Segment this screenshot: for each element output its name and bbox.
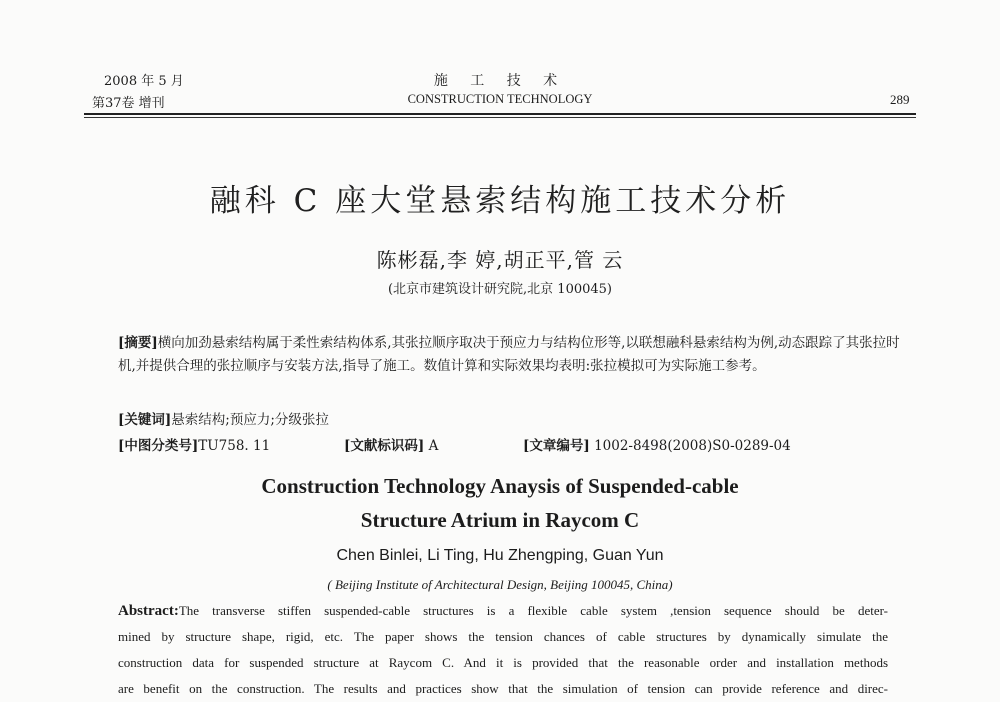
abstract-en-line: are benefit on the construction. The results and practices show that the simulation of tension can provide reference and direc- [118,681,888,696]
journal-name-cn: 施 工 技 术 [433,73,567,89]
volume-info: 第37卷 增刊 [92,96,165,111]
article-number-label: [文章编号] [523,438,590,454]
abstract-en-line: construction data for suspended structure at Raycom C. And it is provided that the reasonable order and installation methods [118,655,888,670]
clc-value: TU758. 11 [198,438,271,454]
abstract-cn-label: [摘要] [118,335,158,351]
authors-cn: 陈彬磊,李 婷,胡正平,管 云 [376,248,624,272]
abstract-en-text: The transverse stiffen suspended-cable structures is a flexible cable system ,tension sequence should be deter- [178,603,888,618]
paper-title-en-line2: Structure Atrium in Raycom C [360,508,640,532]
doc-code-label: [文献标识码] [344,438,425,454]
issue-date: 2008 年 5 月 [104,74,184,89]
abstract-cn [118,332,904,378]
doc-code [344,434,438,454]
clc-label: [中图分类号] [118,438,199,454]
header-rule-thick [84,113,916,115]
abstract-en-label: Abstract: [118,603,179,619]
header-rule-thin [84,117,916,118]
page-number: 289 [890,92,910,107]
keywords-cn-text: 悬索结构;预应力;分级张拉 [171,412,329,428]
paper-title-en-line1: Construction Technology Anaysis of Suspended-cable [261,474,739,498]
abstract-en [118,598,888,702]
article-number-value: 1002-8498(2008)S0-0289-04 [594,438,791,454]
abstract-cn-text: 横向加劲悬索结构属于柔性索结构体系,其张拉顺序取决于预应力与结构位形等,以联想融科悬索结构为例,动态跟踪了其张拉时机,并提供合理的张拉顺序与安装方法,指导了施工。数值计算和实际效果均表明:张拉模拟可为实际施工参考。 [118,335,900,374]
affiliation-cn: (北京市建筑设计研究院,北京 100045) [387,282,613,297]
doc-code-value: A [428,438,439,454]
authors-en: Chen Binlei, Li Ting, Hu Zhengping, Guan Yun [336,547,664,564]
article-number [523,434,791,454]
abstract-en-line: mined by structure shape, rigid, etc. The paper shows the tension chances of cable structures by dynamically simulate the [118,629,888,644]
abstract-en-line [118,598,888,624]
paper-title-cn: 融科 C 座大堂悬索结构施工技术分析 [209,183,791,219]
keywords-cn [118,408,329,428]
journal-name-en: CONSTRUCTION TECHNOLOGY [407,92,593,106]
keywords-cn-label: [关键词] [118,412,172,428]
affiliation-en: ( Beijing Institute of Architectural Design, Beijing 100045, China) [327,577,673,592]
clc-number [118,434,270,454]
